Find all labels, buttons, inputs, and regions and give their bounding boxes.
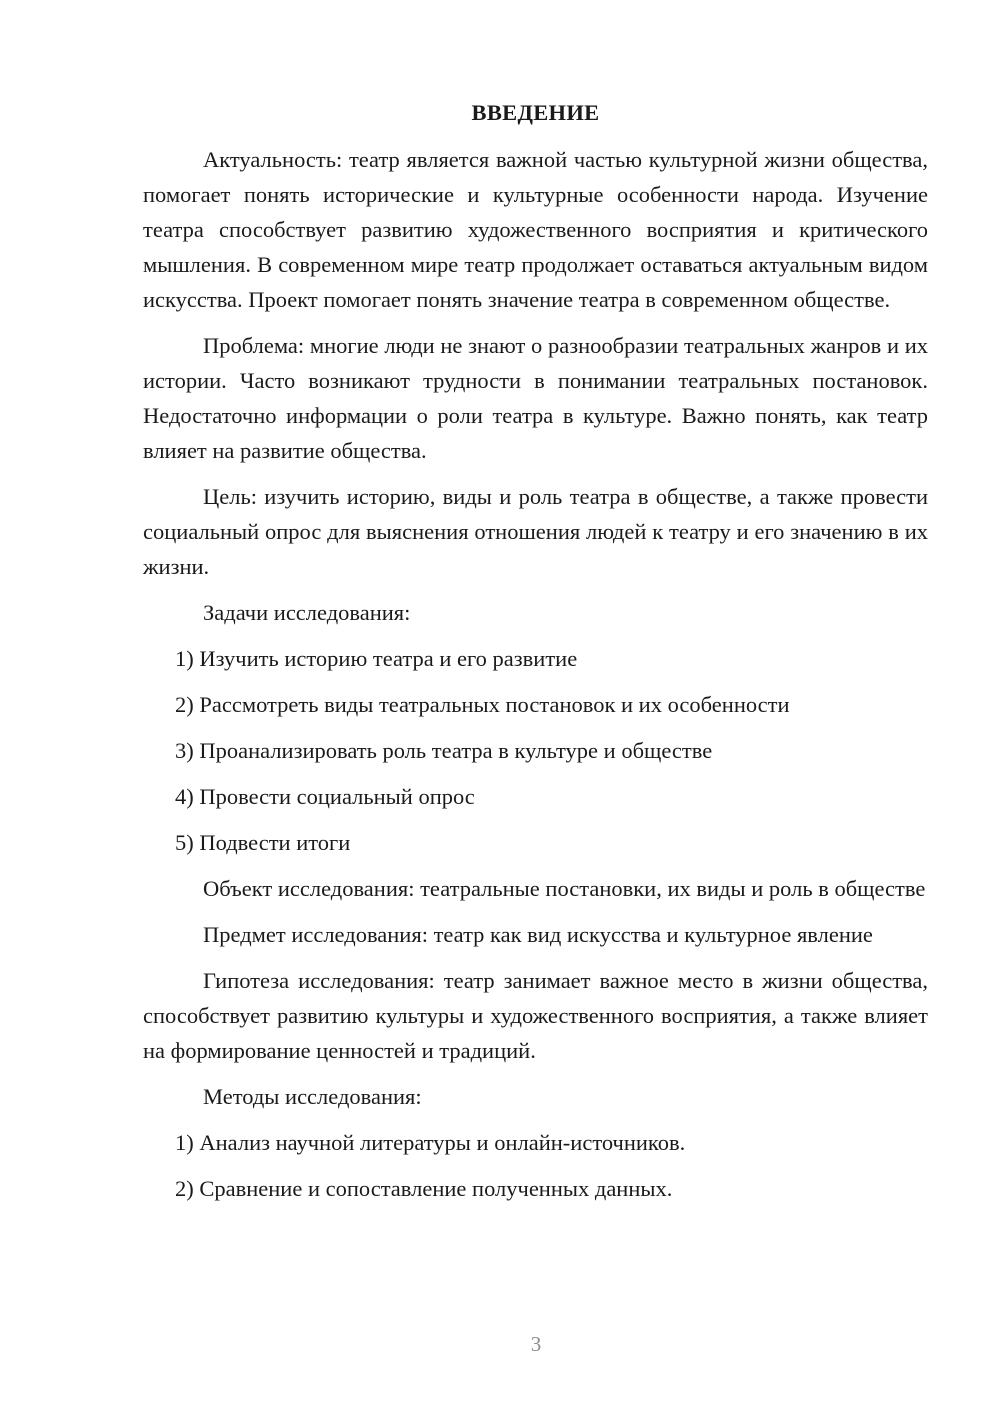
relevance-paragraph: Актуальность: театр является важной частью культурной жизни общества, помогает понять исторические и культурные особенности народа. Изучение театра способствует развитию художественного восприятия и критического мышления. В современном мире театр продолжает оставаться актуальным видом искусства. Проект помогает понять значение театра в современном обществе.: [143, 147, 928, 312]
list-item: 2) Рассмотреть виды театральных постановок и их особенности: [175, 692, 790, 717]
object-paragraph: Объект исследования: театральные постановки, их виды и роль в обществе: [203, 876, 926, 901]
hypothesis-paragraph: Гипотеза исследования: театр занимает важное место в жизни общества, способствует развитию культуры и художественного восприятия, а также влияет на формирование ценностей и традиций.: [143, 968, 928, 1063]
list-item: 4) Провести социальный опрос: [175, 784, 475, 809]
methods-list: [143, 1125, 928, 1206]
goal-paragraph: Цель: изучить историю, виды и роль театра в обществе, а также провести социальный опрос для выяснения отношения людей к театру и его значению в их жизни.: [143, 484, 928, 579]
page-title: ВВЕДЕНИЕ: [471, 100, 600, 125]
list-item: 1) Анализ научной литературы и онлайн-источников.: [175, 1130, 686, 1155]
methods-heading: Методы исследования:: [203, 1084, 422, 1109]
list-item: 1) Изучить историю театра и его развитие: [175, 646, 578, 671]
tasks-heading: Задачи исследования:: [203, 600, 411, 625]
tasks-list: [143, 641, 928, 860]
problem-paragraph: Проблема: многие люди не знают о разнообразии театральных жанров и их истории. Часто возникают трудности в понимании театральных постановок. Недостаточно информации о роли театра в культуре. Важно понять, как театр влияет на развитие общества.: [143, 333, 928, 463]
list-item: 3) Проанализировать роль театра в культуре и обществе: [175, 738, 713, 763]
list-item: 2) Сравнение и сопоставление полученных данных.: [175, 1176, 673, 1201]
list-item: 5) Подвести итоги: [175, 830, 351, 855]
page-number: 3: [530, 1332, 542, 1356]
page-content: [143, 95, 928, 1217]
subject-paragraph: Предмет исследования: театр как вид искусства и культурное явление: [203, 922, 873, 947]
